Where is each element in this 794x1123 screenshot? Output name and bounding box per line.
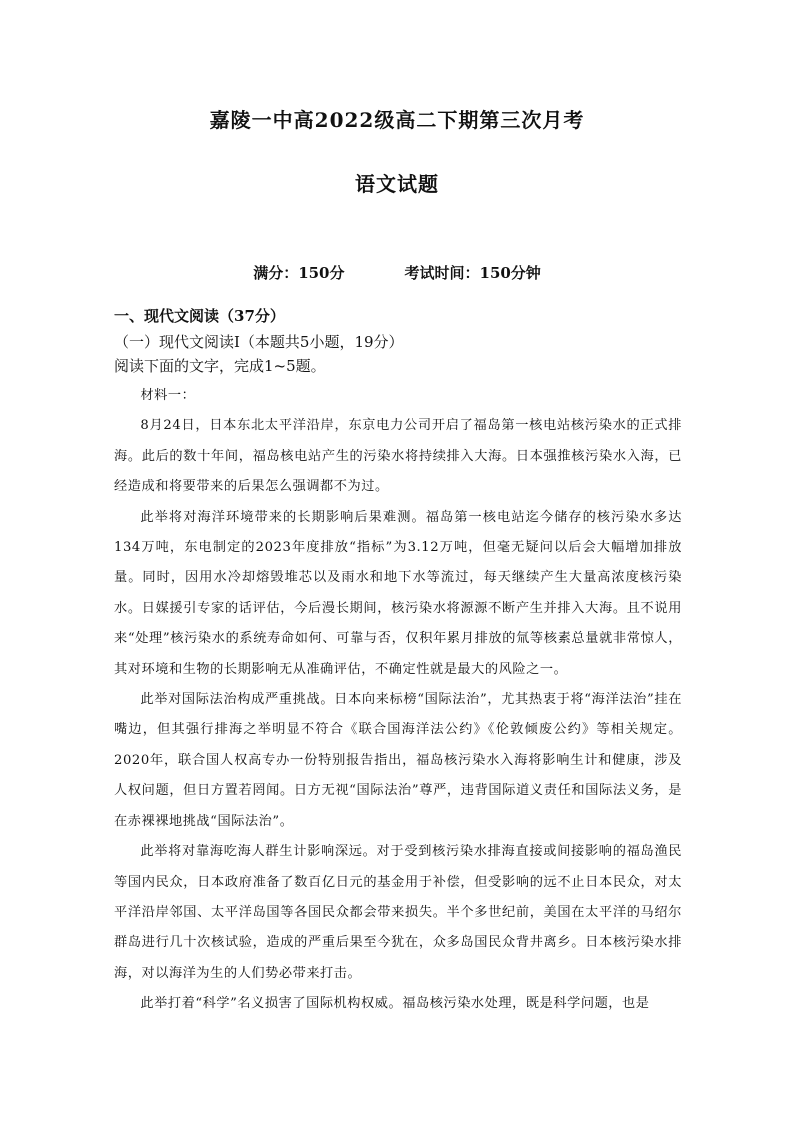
material-paragraph: 此举对国际法治构成严重挑战。日本向来标榜“国际法治”，尤其热衷于将“海洋法治”挂在嘴边，但其强行排海之举明显不符合《联合国海洋法公约》《伦敦倾废公约》等相关规定。2020年，联合国人权高专办一份特别报告指出，福岛核污染水入海将影响生计和健康，涉及人权问题，但日方置若罔闻。日方无视“国际法治”尊严，违背国际道义责任和国际法义务，是在赤裸裸地挑战“国际法治”。: [114, 692, 682, 829]
section-heading: 一、现代文阅读（37分）: [114, 307, 285, 325]
material-paragraph: 此举打着“科学”名义损害了国际机构权威。福岛核污染水处理，既是科学问题，也是: [140, 996, 650, 1012]
material-label: 材料一：: [140, 388, 196, 403]
section-sub-heading: （一）现代文阅读Ⅰ（本题共5小题，19分）: [114, 333, 404, 351]
exam-title: 嘉陵一中高2022级高二下期第三次月考: [209, 108, 585, 132]
material-paragraph: 此举将对海洋环境带来的长期影响后果难测。福岛第一核电站迄今储存的核污染水多达134万吨，东电制定的2023年度排放“指标”为3.12万吨，但毫无疑问以后会大幅增加排放量。同时，因用水冷却熔毁堆芯以及雨水和地下水等流过，每天继续产生大量高浓度核污染水。日媒援引专家的话评估，今后漫长期间，核污染水将源源不断产生并排入大海。且不说用来“处理”核污染水的系统寿命如何、可靠与否，仅积年累月排放的氚等核素总量就非常惊人，其对环境和生物的长期影响无从准确评估，不确定性就是最大的风险之一。: [114, 509, 682, 677]
material-paragraph: 8月24日，日本东北太平洋沿岸，东京电力公司开启了福岛第一核电站核污染水的正式排海。此后的数十年间，福岛核电站产生的污染水将持续排入大海。日本强推核污染水入海，已经造成和将要带来的后果怎么强调都不为过。: [114, 418, 682, 495]
material-paragraph: 此举将对靠海吃海人群生计影响深远。对于受到核污染水排海直接或间接影响的福岛渔民等国内民众，日本政府准备了数百亿日元的基金用于补偿，但受影响的远不止日本民众，对太平洋沿岸邻国、太平洋岛国等各国民众都会带来损失。半个多世纪前，美国在太平洋的马绍尔群岛进行几十次核试验，造成的严重后果至今犹在，众多岛国民众背井离乡。日本核污染水排海，对以海洋为生的人们势必带来打击。: [114, 844, 682, 981]
section-instruction: 阅读下面的文字，完成1~5题。: [114, 357, 326, 375]
exam-subtitle: 语文试题: [355, 172, 439, 196]
reading-material: [114, 381, 682, 1020]
exam-time: 考试时间：150分钟: [404, 264, 541, 282]
full-score: 满分：150分: [253, 264, 345, 282]
exam-info: [0, 262, 794, 283]
